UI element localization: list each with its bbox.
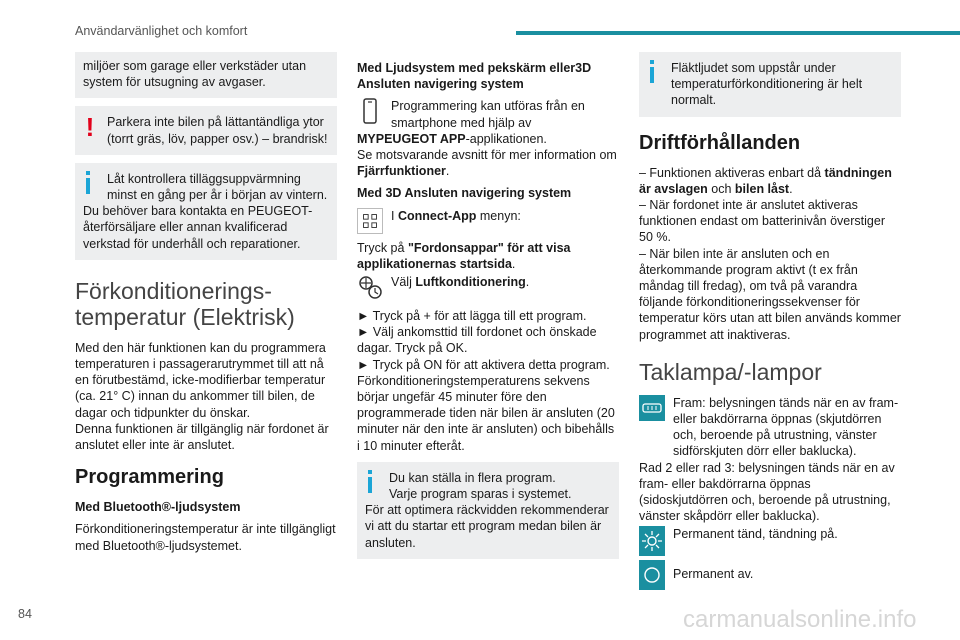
subheading-bluetooth: Med Bluetooth®-ljudsystem xyxy=(75,500,241,515)
condition-3: – När bilen inte är ansluten och en återkommande program aktivt (t ex från måndag till fredag), om två på varandra följande förkonditioneringssekvenser för temperatur körs utan att bilen används kommer programmet att inaktiveras. xyxy=(639,246,901,342)
lamp-on-text: Permanent tänd, tändning på. xyxy=(673,527,838,542)
info-text-2: Du behöver bara kontakta en PEUGEOT-återförsäljare eller annan kvalificerad verkstad för underhåll och reparationer. xyxy=(83,204,313,251)
select-text xyxy=(391,274,529,290)
info-box-service xyxy=(75,163,337,260)
lamp-text-1: Fram: belysningen tänds när en av fram- eller bakdörrarna öppnas (skjutdörren och, beroende på utrustning, vänster sidförskjuten dörr eller baklucka). xyxy=(673,395,899,459)
lamp-text-2: Rad 2 eller rad 3: belysningen tänds när en av fram- eller bakdörrarna öppnas (sidoskjutdörren och, beroende på utrustning, vänster skåpdörr eller baklucka). xyxy=(639,460,895,524)
tap-text xyxy=(357,240,619,272)
column-2 xyxy=(357,52,619,567)
step-3: ► Tryck på ON för att aktivera detta program. xyxy=(357,357,610,372)
warning-text: Parkera inte bilen på lättantändliga ytor (torrt gräs, löv, papper osv.) – brandrisk! xyxy=(107,115,328,146)
smartphone-row xyxy=(357,98,619,130)
cond1-d: bilen låst xyxy=(734,181,790,196)
cond1-e: . xyxy=(789,181,793,196)
bluetooth-text: Förkonditioneringstemperatur är inte tillgängligt med Bluetooth®-ljudsystemet. xyxy=(75,522,336,553)
see-text-c: . xyxy=(445,164,450,179)
connect-app-row xyxy=(357,208,619,234)
smartphone-text-a: Programmering kan utföras från en smartphone med hjälp av xyxy=(391,99,585,130)
watermark: carmanualsonline.info xyxy=(683,606,917,633)
lamp-off-icon xyxy=(639,560,665,590)
select-b: Luftkonditionering xyxy=(415,275,526,290)
aircon-row xyxy=(357,274,619,300)
section-title-programming: Programmering xyxy=(75,466,224,489)
info-box-programs xyxy=(357,462,619,559)
info-text-1: Låt kontrollera tilläggsuppvärmning minst en gång per år i början av vintern. xyxy=(107,171,328,203)
step-1: ► Tryck på + för att lägga till ett program. xyxy=(357,309,587,324)
subheading-3d-nav: Med 3D Ansluten navigering system xyxy=(357,186,572,201)
lamp-row-on xyxy=(639,526,901,556)
connect-app-label: Connect-App xyxy=(397,208,477,223)
condition-1 xyxy=(639,165,901,197)
page-number: 84 xyxy=(18,607,32,621)
column-3 xyxy=(639,52,901,594)
info-programs-3: För att optimera räckvidden rekommenderar vi att du startar ett program medan bilen är ansluten. xyxy=(365,503,609,550)
select-a: Välj xyxy=(391,275,416,290)
step-2: ► Välj ankomsttid till fordonet och önskade dagar. Tryck på OK. xyxy=(357,325,597,356)
app-grid-icon xyxy=(357,208,383,234)
note-text: miljöer som garage eller verkstäder utan system för utsugning av avgaser. xyxy=(83,59,307,90)
select-c: . xyxy=(525,275,530,290)
cond1-b: tändningen är avslagen xyxy=(639,165,892,196)
connect-text xyxy=(391,208,521,224)
lamp-row-off xyxy=(639,560,901,590)
condition-2: – När fordonet inte är anslutet aktiveras funktionen endast om batterinivån överstiger 50 %. xyxy=(639,198,885,245)
info-programs-1: Du kan ställa in flera program. xyxy=(389,470,556,485)
tap-c: . xyxy=(511,256,516,271)
tap-b: "Fordonsappar" för att visa applikationernas startsida xyxy=(357,240,571,271)
warning-icon: ! xyxy=(85,112,95,143)
see-text-a: Se motsvarande avsnitt för mer information om xyxy=(357,148,617,163)
info-fan-text: Fläktljudet som uppstår under temperaturförkonditionering är helt normalt. xyxy=(671,61,863,108)
connect-a: I xyxy=(391,208,398,223)
connect-c: menyn: xyxy=(476,208,521,223)
app-name: MYPEUGEOT APP xyxy=(357,131,466,146)
info-icon xyxy=(647,60,661,86)
info-box-fan xyxy=(639,52,901,117)
header-accent-bar xyxy=(516,31,960,35)
sequence-text: Förkonditioneringstemperaturens sekvens börjar ungefär 45 minuter före den programmerade tiden när bilen är ansluten (20 minuter när den inte är ansluten) och bibehålls i 10 minuter efteråt. xyxy=(357,373,615,453)
smartphone-icon xyxy=(357,98,383,124)
air-conditioning-icon xyxy=(357,274,383,300)
section-title-courtesy-lamps: Taklampa/-lampor xyxy=(639,358,822,385)
lamp-on-icon xyxy=(639,526,665,556)
lamp-off-text: Permanent av. xyxy=(673,567,754,582)
cond1-c: och xyxy=(707,181,735,196)
smartphone-text xyxy=(357,131,619,180)
subheading-touchscreen: Med Ljudsystem med pekskärm eller3D Ansluten navigering system xyxy=(357,61,592,92)
intro-text-2: Denna funktionen är tillgänglig när fordonet är anslutet eller inte är anslutet. xyxy=(75,421,329,453)
app-suffix: -applikationen. xyxy=(465,131,547,146)
info-icon xyxy=(365,470,379,496)
running-header: Användarvänlighet och komfort xyxy=(75,24,248,38)
door-lamp-icon xyxy=(639,395,665,421)
warning-box xyxy=(75,106,337,154)
intro-text-1: Med den här funktionen kan du programmera temperaturen i passagerarutrymmet till att nå en förutbestämd, icke-modifierbar temperatur (ca. 21° C) innan du ankommer till bilen, de dagar och tidpunkter du önskar. xyxy=(75,340,326,420)
info-icon xyxy=(83,171,97,197)
lamp-row-1 xyxy=(639,395,901,460)
info-programs-2: Varje program sparas i systemet. xyxy=(389,487,572,502)
section-title-preconditioning: Förkonditionerings-temperatur (Elektrisk) xyxy=(75,277,295,330)
note-box-ventilation xyxy=(75,52,337,98)
see-link: Fjärrfunktioner xyxy=(357,164,446,179)
column-1 xyxy=(75,52,337,560)
cond1-a: – Funktionen aktiveras enbart då xyxy=(639,165,825,180)
section-title-operating-conditions: Driftförhållanden xyxy=(639,131,801,154)
tap-a: Tryck på xyxy=(357,240,408,255)
